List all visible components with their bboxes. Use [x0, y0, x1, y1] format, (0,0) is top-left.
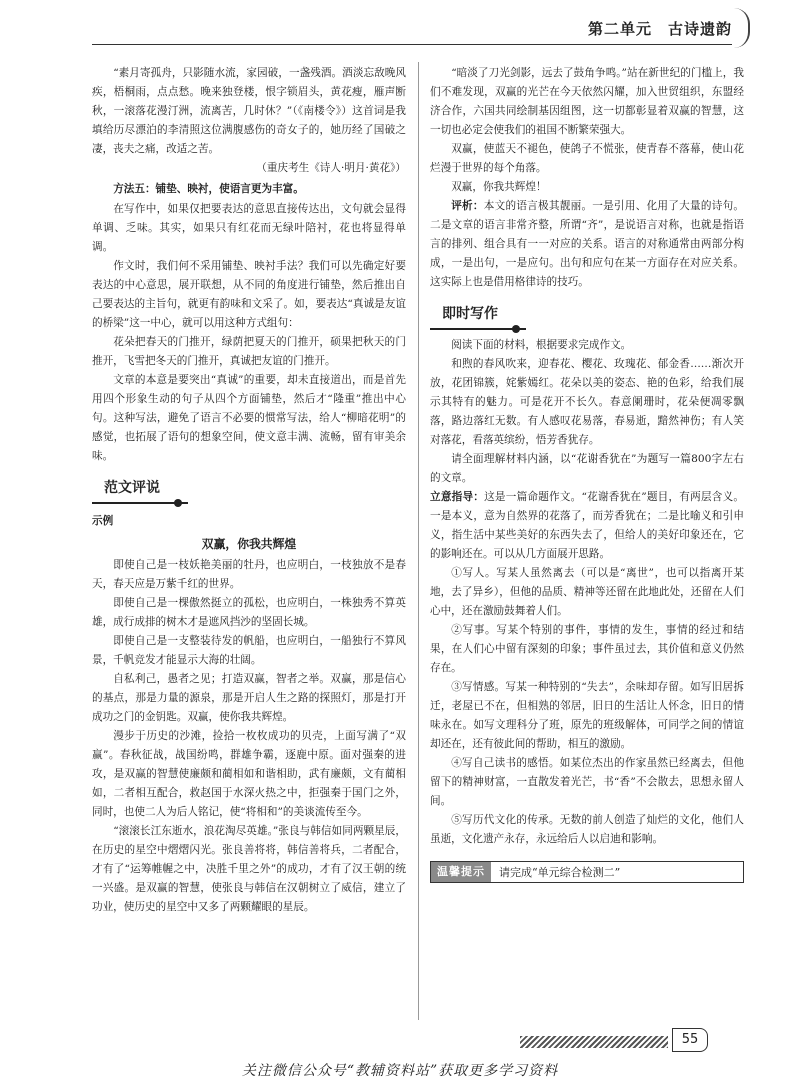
right-column [430, 64, 744, 883]
left-column [92, 64, 406, 917]
guidance-text: 这是一篇命题作文。“花谢香犹在”题目，有两层含义。一是本义，意为自然界的花落了，而芳香犹在；二是比喻义和引申义，指生活中某些美好的东西失去了，但给人的美好印象还在，它的影响还在。可以从几方面展开思路。 [430, 491, 745, 560]
section-heading-instant-writing: 即时写作 [430, 302, 526, 330]
tip-label: 温馨提示 [431, 862, 491, 882]
body-paragraph: 作文时，我们何不采用铺垫、映衬手法？我们可以先确定好要表达的中心意思，展开联想，从不同的角度进行铺垫，然后推出自己要表达的主旨句，就更有韵味和文采了。如，要表达“真诚是友谊的桥梁”这一中心，就可以用这种方式组句： [92, 260, 406, 329]
essay-paragraph: “暗淡了刀光剑影，远去了鼓角争鸣。”站在新世纪的门槛上，我们不难发现，双赢的光芒在今天依然闪耀，加入世贸组织，东盟经济合作，六国共同绘制基因组图，这一切都彰显着双赢的智慧，这一切也必定会使我们的祖国不断繁荣强大。 [430, 67, 744, 136]
commentary-label: 评析： [451, 200, 484, 212]
guidance [430, 488, 744, 564]
guidance-point: ③写情感。写某一种特别的“失去”，余味却存留。如写旧居拆迁，老屋已不在，但相熟的邻居，旧日的生活让人怀念，旧日的情味永在。如写文理科分了班，原先的班级解体，可同学之间的情谊却还在，还有彼此间的帮助，相互的激励。 [430, 681, 744, 750]
section-heading-model-essay: 范文评说 [92, 476, 188, 504]
page-number-stripes-decoration [520, 1036, 668, 1048]
page-number: 55 [672, 1028, 708, 1052]
column-divider [418, 62, 419, 1020]
tip-text: 请完成“单元综合检测二” [499, 865, 621, 879]
poem-paragraph: “素月寄孤舟，只影随水流，家园破，一盏残酒。酒淡忘敌晚风疾，梧桐雨，点点愁。晚来独登楼，恨字锁眉头，黄花瘦，雁声断秋，一滚落花漫汀洲，流离苦，几时休？”（《南楼令》）这首词是我填给历尽漂泊的李清照这位满腹感伤的奇女子的，她历经了国破之凄，丧夫之痛，改适之苦。 [92, 67, 406, 155]
commentary-text: 本文的语言极其靓丽。一是引用、化用了大量的诗句。二是文章的语言非常齐整，所谓“齐”，是说语言对称，也就是指语言的排列、组合具有一一对应的关系。语言的对称通常由两部分构成，一是出句，一是应句。出句和应句在某一方面存在对应关系。这实际上也是借用格律诗的技巧。 [430, 200, 745, 288]
commentary [430, 197, 744, 292]
body-paragraph: 文章的本意是要突出“真诚”的重要，却未直接道出，而是首先用四个形象生动的句子从四个方面铺垫，然后才“隆重”推出中心句。这种写法，避免了语言不必要的惯常写法，给人“柳暗花明”的感觉，也拓展了语句的想象空间，使文意丰满、流畅，留有审美余味。 [92, 374, 406, 462]
essay-paragraph: 双赢，使蓝天不褪色，使鸽子不慌张，使青春不落幕，使山花烂漫于世界的每个角落。 [430, 143, 744, 174]
guidance-label: 立意指导： [430, 491, 485, 503]
guidance-point: ⑤写历代文化的传承。无数的前人创造了灿烂的文化，他们人虽逝，文化遗产永存，永远给后人以启迪和影响。 [430, 814, 744, 845]
guidance-point: ④写自己读书的感悟。如某位杰出的作家虽然已经离去，但他留下的精神财富，一直散发着光芒，书“香”不会散去，思想永留人间。 [430, 757, 744, 807]
header-rule [92, 44, 732, 45]
essay-paragraph: 自私利己，愚者之见；打造双赢，智者之举。双赢，那是信心的基点，那是力量的源泉，那是开启人生之路的探照灯，那是打开成功之门的金钥匙。双赢，使你我共辉煌。 [92, 673, 406, 723]
example-sentence: 花朵把春天的门推开，绿荫把夏天的门推开，硕果把秋天的门推开，飞雪把冬天的门推开，真诚把友谊的门推开。 [92, 336, 406, 367]
example-label: 示例 [92, 515, 114, 527]
essay-paragraph: 漫步于历史的沙滩，捡拾一枚枚成功的贝壳，上面写满了“双赢”。春秋征战，战国纷鸣，群雄争霸，逐鹿中原。面对强秦的进攻，是双赢的智慧使廉颇和蔺相如和谐相助，武有廉颇，文有蔺相如，二者相互配合，救赵国于水深火热之中，拒强秦于国门之外，同时，也使二人为后人铭记，使“将相和”的美谈流传至今。 [92, 730, 406, 818]
essay-paragraph: 即使自己是一棵傲然挺立的孤松，也应明白，一株独秀不算英雄，成行成排的树木才是遮风挡沙的坚固长城。 [92, 597, 406, 628]
guidance-point: ①写人。写某人虽然离去（可以是“离世”，也可以指离开某地，去了异乡），但他的品质、精神等还留在此地此处，还留在人们心中，还在激励鼓舞着人们。 [430, 567, 744, 617]
header-bracket-decoration [734, 8, 750, 48]
material-text: 和煦的春风吹来，迎春花、樱花、玫瑰花、郁金香……渐次开放，花团锦簇，姹紫嫣红。花朵以美的姿态、艳的色彩，给我们展示其特有的魅力。可是花开不长久。春意阑珊时，花朵便凋零飘落，路边落红无数。有人感叹花易落，春易逝，黯然神伤；有人笑对落花，看落英缤纷，悟芳香犹存。 [430, 358, 744, 446]
essay-paragraph: 即使自己是一枝妖艳美丽的牡丹，也应明白，一枝独放不是春天，春天应是万紫千红的世界。 [92, 559, 406, 590]
task-instruction: 阅读下面的材料，根据要求完成作文。 [451, 339, 632, 351]
essay-paragraph: “滚滚长江东逝水，浪花淘尽英雄。”张良与韩信如同两颗星辰，在历史的星空中熠熠闪光。张良善将将，韩信善将兵，二者配合，才有了“运筹帷幄之中，决胜千里之外”的成功，才有了汉王朝的统一兴盛。是双赢的智慧，使张良与韩信在汉朝树立了威信，建立了功业，使历史的星空中又多了两颗耀眼的星辰。 [92, 825, 406, 913]
essay-title: 双赢，你我共辉煌 [201, 537, 297, 551]
source-citation: （重庆考生《诗人·明月·黄花》） [256, 162, 406, 174]
essay-closing: 双赢，你我共辉煌！ [451, 181, 547, 193]
footer-note: 关注微信公众号“教辅资料站”获取更多学习资料 [241, 1063, 559, 1079]
essay-paragraph: 即使自己是一支整装待发的帆船，也应明白，一船独行不算风景，千帆竞发才能显示大海的壮阔。 [92, 635, 406, 666]
writing-requirement: 请全面理解材料内涵，以“花谢香犹在”为题写一篇800字左右的文章。 [430, 453, 744, 484]
guidance-point: ②写事。写某个特别的事件，事情的发生，事情的经过和结果，在人们心中留有深刻的印象；事件虽过去，其价值和意义仍然存在。 [430, 624, 744, 674]
method-five-heading: 方法五：铺垫、映衬，使语言更为丰富。 [113, 183, 304, 195]
tip-box [430, 861, 744, 883]
body-paragraph: 在写作中，如果仅把要表达的意思直接传达出，文句就会显得单调、乏味。其实，如果只有红花而无绿叶陪衬，花也将显得单调。 [92, 203, 406, 253]
unit-title: 第二单元 古诗遗韵 [587, 20, 732, 38]
